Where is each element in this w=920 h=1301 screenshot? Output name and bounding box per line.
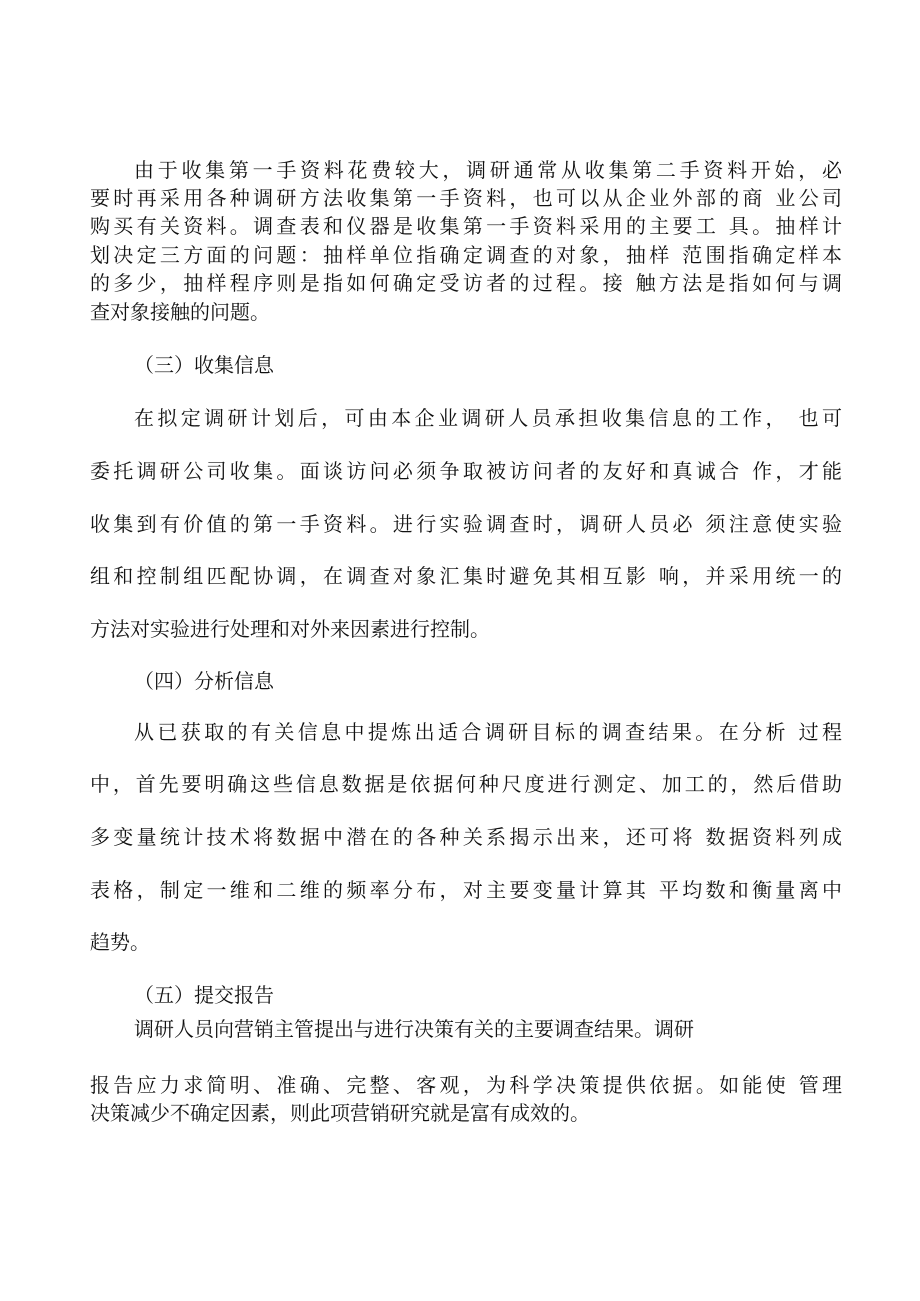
paragraph-4-line-1: 调研人员向营销主管提出与进行决策有关的主要调查结果。调研 xyxy=(134,1017,694,1041)
paragraph-2-line-1: 在拟定调研计划后，可由本企业调研人员承担收集信息的工作， 也可 xyxy=(134,406,842,430)
section-heading-3: （三）收集信息 xyxy=(134,353,274,377)
paragraph-2-line-3: 收集到有价值的第一手资料。进行实验调查时，调研人员必 须注意使实验 xyxy=(90,512,842,536)
section-heading-5: （五）提交报告 xyxy=(134,983,274,1007)
paragraph-1-line-5: 的多少，抽样程序则是指如何确定受访者的过程。接 触方法是指如何与调 xyxy=(90,271,842,295)
paragraph-1-line-2: 要时再采用各种调研方法收集第一手资料，也可以从企业外部的商 业公司 xyxy=(90,186,842,210)
paragraph-3-line-2: 中，首先要明确这些信息数据是依据何种尺度进行测定、加工的，然后借助 xyxy=(90,772,842,796)
paragraph-2-line-2: 委托调研公司收集。面谈访问必须争取被访问者的友好和真诚合 作，才能 xyxy=(90,459,842,483)
paragraph-3-line-3: 多变量统计技术将数据中潜在的各种关系揭示出来，还可将 数据资料列成 xyxy=(90,825,842,849)
paragraph-2-line-5: 方法对实验进行处理和对外来因素进行控制。 xyxy=(90,617,490,641)
paragraph-3-line-5: 趋势。 xyxy=(90,930,150,954)
paragraph-3-line-4: 表格，制定一维和二维的频率分布，对主要变量计算其 平均数和衡量离中 xyxy=(90,878,842,902)
paragraph-2-line-4: 组和控制组匹配协调，在调查对象汇集时避免其相互影 响，并采用统一的 xyxy=(90,564,842,588)
paragraph-4-line-2: 报告应力求简明、准确、完整、客观，为科学决策提供依据。如能使 管理 xyxy=(90,1073,842,1097)
section-heading-4: （四）分析信息 xyxy=(134,669,274,693)
paragraph-1-line-6: 查对象接触的问题。 xyxy=(90,300,270,324)
paragraph-1-line-1: 由于收集第一手资料花费较大，调研通常从收集第二手资料开始，必 xyxy=(134,158,842,182)
paragraph-3-line-1: 从已获取的有关信息中提炼出适合调研目标的调查结果。在分析 过程 xyxy=(134,720,842,744)
paragraph-1-line-3: 购买有关资料。调查表和仪器是收集第一手资料采用的主要工 具。抽样计 xyxy=(90,214,842,238)
paragraph-4-line-3: 决策减少不确定因素，则此项营销研究就是富有成效的。 xyxy=(90,1101,590,1125)
paragraph-1-line-4: 划决定三方面的问题：抽样单位指确定调查的对象，抽样 范围指确定样本 xyxy=(90,243,842,267)
